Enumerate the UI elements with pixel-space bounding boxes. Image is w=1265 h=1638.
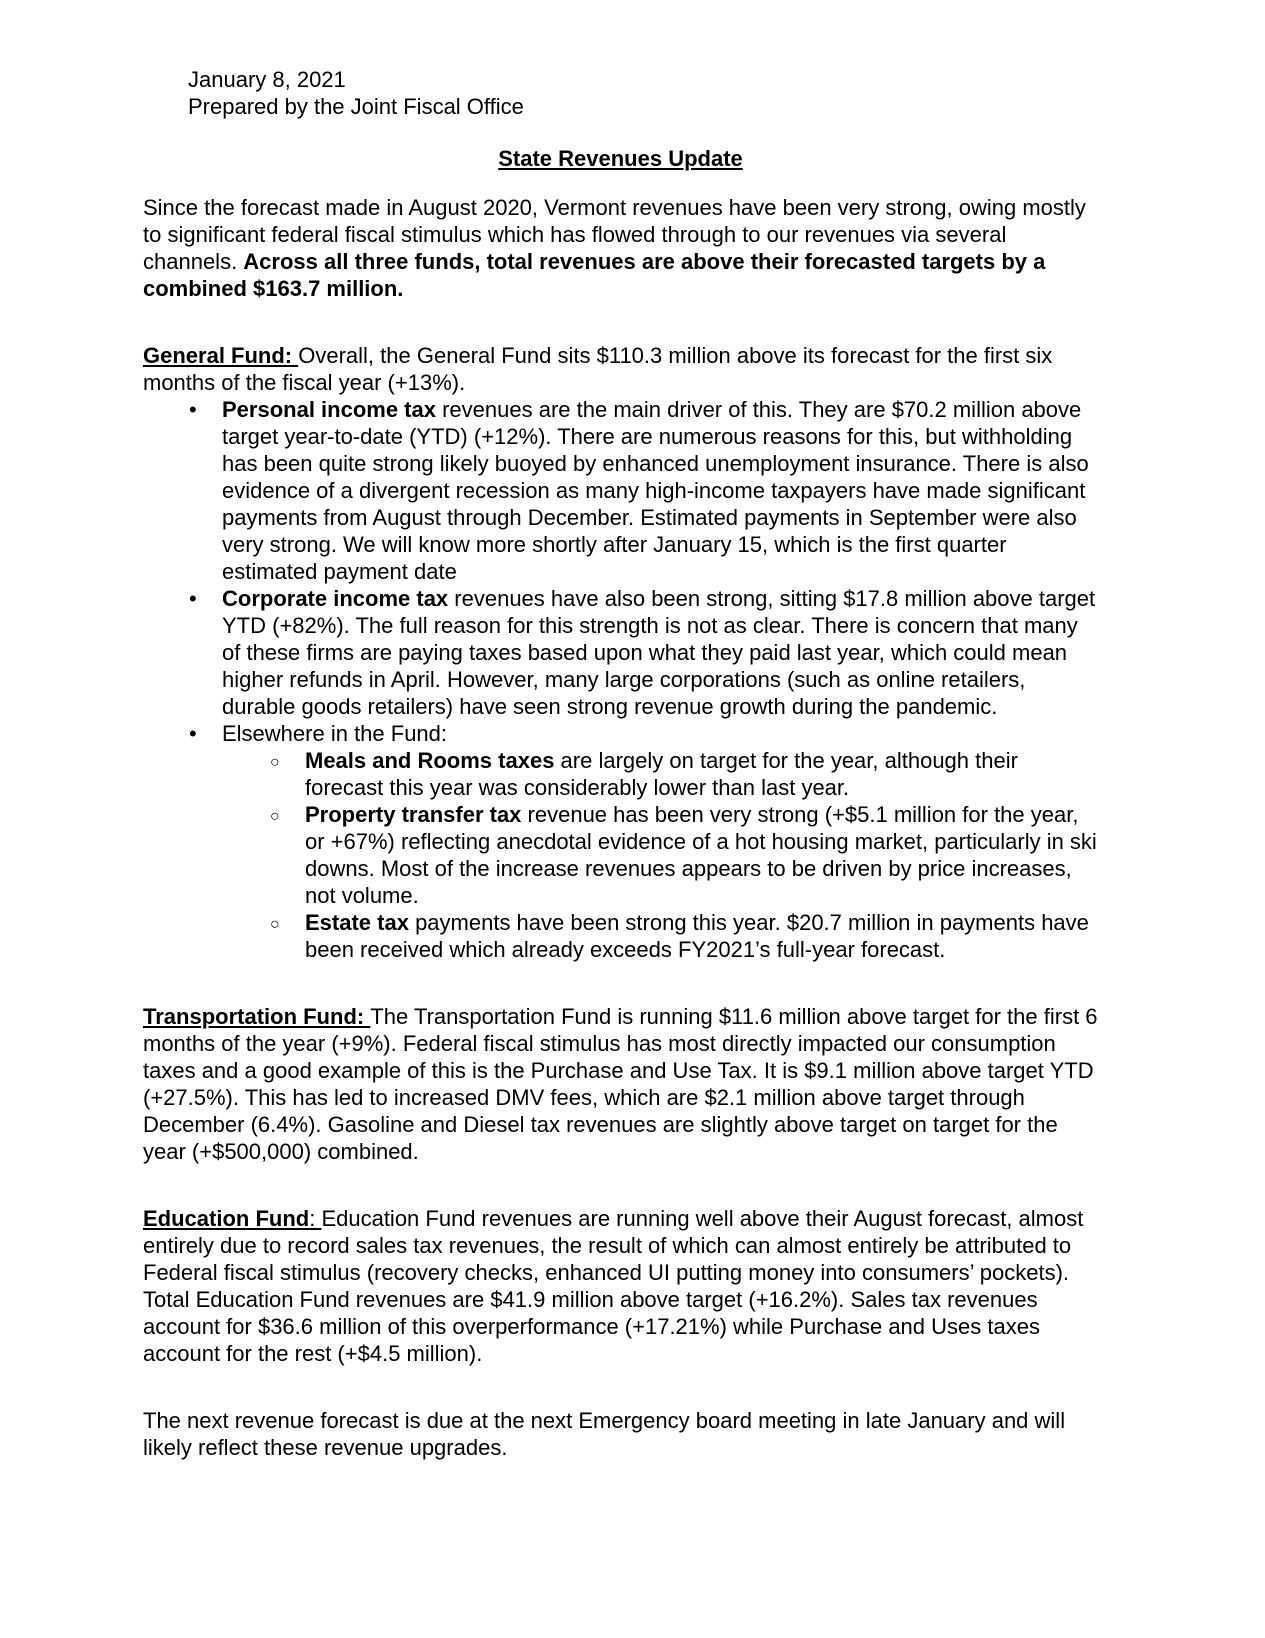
sub-bullet-icon: ○ bbox=[270, 754, 280, 771]
intro-bold-text: Across all three funds, total revenues are above their forecasted targets by a combined $163.7 million. bbox=[143, 249, 1046, 301]
sub-bullet-label: Meals and Rooms taxes bbox=[305, 748, 555, 773]
general-fund-paragraph bbox=[143, 342, 1098, 396]
bullet-elsewhere-in-fund bbox=[143, 720, 1098, 747]
closing-text: The next revenue forecast is due at the next Emergency board meeting in late January and will likely reflect these revenue upgrades. bbox=[143, 1408, 1066, 1460]
general-fund-lead: Overall, the General Fund sits $110.3 million above its forecast for the first six months of the fiscal year (+13%). bbox=[143, 343, 1053, 395]
general-fund-heading: General Fund: bbox=[143, 343, 299, 368]
bullet-label: Corporate income tax bbox=[222, 586, 449, 611]
transportation-fund-body: The Transportation Fund is running $11.6 million above target for the first 6 months of the year (+9%). Federal fiscal stimulus has most directly impacted our consumption taxes and a good example of this is the Purchase and Use Tax. It is $9.1 million above target YTD (+27.5%). This has led to increased DMV fees, which are $2.1 million above target through December (6.4%). Gasoline and Diesel tax revenues are slightly above target on target for the year (+$500,000) combined. bbox=[143, 1004, 1098, 1164]
document-title bbox=[143, 145, 1098, 172]
header-block bbox=[188, 66, 1098, 120]
transportation-fund-paragraph bbox=[143, 1003, 1098, 1165]
sub-bullet-body: payments have been strong this year. $20.7 million in payments have been received which already exceeds FY2021’s full-year forecast. bbox=[305, 910, 1089, 962]
sub-bullet-property-transfer-tax bbox=[143, 801, 1098, 909]
sub-bullet-estate-tax bbox=[143, 909, 1098, 963]
education-fund-heading-colon: : bbox=[309, 1206, 322, 1231]
bullet-body: revenues have also been strong, sitting $17.8 million above target YTD (+82%). The full reason for this strength is not as clear. There is concern that many of these firms are paying taxes based upon what they paid last year, which could mean higher refunds in April. However, many large corporations (such as online retailers, durable goods retailers) have seen strong revenue growth during the pandemic. bbox=[222, 586, 1096, 719]
bullet-icon: • bbox=[189, 586, 197, 611]
sub-bullet-label: Property transfer tax bbox=[305, 802, 522, 827]
sub-bullet-body: revenue has been very strong (+$5.1 million for the year, or +67%) reflecting anecdotal evidence of a hot housing market, particularly in ski downs. Most of the increase revenues appears to be driven by price increases, not volume. bbox=[305, 802, 1097, 908]
prepared-by-line: Prepared by the Joint Fiscal Office bbox=[188, 94, 524, 119]
education-fund-heading: Education Fund bbox=[143, 1206, 310, 1231]
date-line: January 8, 2021 bbox=[188, 67, 346, 92]
sub-bullet-icon: ○ bbox=[270, 916, 280, 933]
bullet-corporate-income-tax bbox=[143, 585, 1098, 720]
bullet-label: Personal income tax bbox=[222, 397, 436, 422]
sub-bullet-label: Estate tax bbox=[305, 910, 409, 935]
bullet-personal-income-tax bbox=[143, 396, 1098, 585]
intro-text: Since the forecast made in August 2020, Vermont revenues have been very strong, owing mostly to significant federal fiscal stimulus which has flowed through to our revenues via several channels. bbox=[143, 195, 1086, 274]
sub-bullet-body: are largely on target for the year, although their forecast this year was considerably lower than last year. bbox=[305, 748, 1018, 800]
intro-paragraph bbox=[143, 194, 1098, 302]
bullet-body: revenues are the main driver of this. They are $70.2 million above target year-to-date (YTD) (+12%). There are numerous reasons for this, but withholding has been quite strong likely buoyed by enhanced unemployment insurance. There is also evidence of a divergent recession as many high-income taxpayers have made significant payments from August through December. Estimated payments in September were also very strong. We will know more shortly after January 15, which is the first quarter estimated payment date bbox=[222, 397, 1089, 584]
sub-bullet-meals-and-rooms bbox=[143, 747, 1098, 801]
education-fund-paragraph bbox=[143, 1205, 1098, 1367]
transportation-fund-heading: Transportation Fund: bbox=[143, 1004, 371, 1029]
education-fund-body: Education Fund revenues are running well above their August forecast, almost entirely due to record sales tax revenues, the result of which can almost entirely be attributed to Federal fiscal stimulus (recovery checks, enhanced UI putting money into consumers’ pockets). Total Education Fund revenues are $41.9 million above target (+16.2%). Sales tax revenues account for $36.6 million of this overperformance (+17.21%) while Purchase and Uses taxes account for the rest (+$4.5 million). bbox=[143, 1206, 1084, 1366]
bullet-icon: • bbox=[189, 397, 197, 422]
bullet-body: Elsewhere in the Fund: bbox=[222, 721, 448, 746]
closing-paragraph bbox=[143, 1407, 1098, 1461]
document-title-text: State Revenues Update bbox=[498, 146, 743, 171]
sub-bullet-icon: ○ bbox=[270, 808, 280, 825]
bullet-icon: • bbox=[189, 721, 197, 746]
